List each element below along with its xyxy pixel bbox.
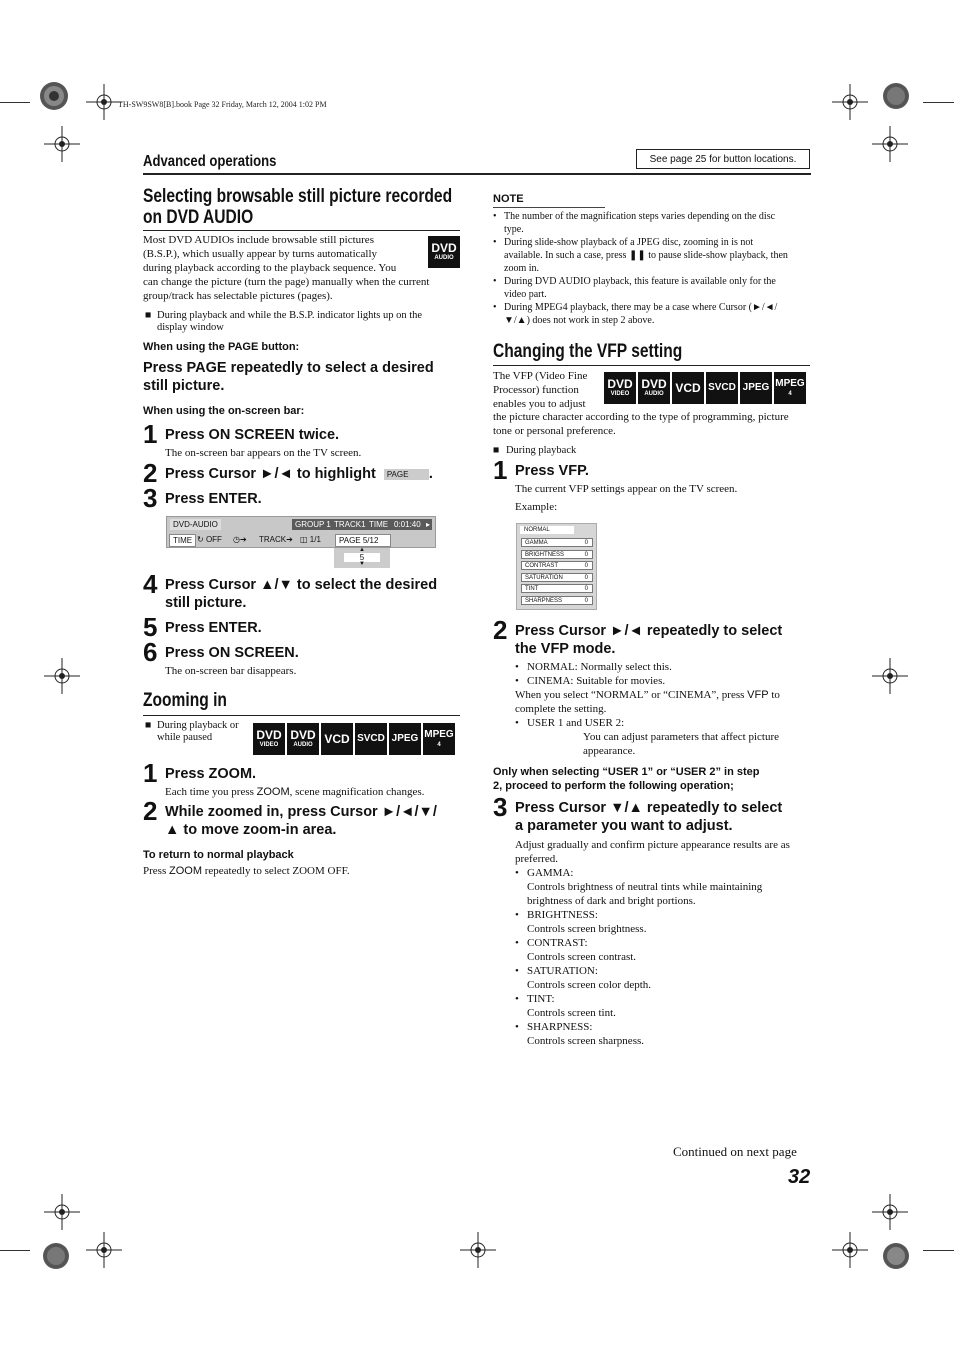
crosshair-icon <box>460 1232 496 1268</box>
parameter-desc: Controls brightness of neutral tints while maintaining <box>527 881 763 893</box>
disc-badge-vcd <box>321 723 353 755</box>
vfp-table-row <box>521 584 593 593</box>
vfp-step3-note <box>515 838 815 1048</box>
disc-badge-jpeg <box>389 723 421 755</box>
parameter-name: CONTRAST: <box>527 937 588 949</box>
disc-badge-mpeg-4 <box>774 372 806 404</box>
only-when-note <box>493 765 760 793</box>
bsp-step3-title: Press ENTER. <box>165 491 262 507</box>
note-item <box>493 275 813 301</box>
badge-top: DVD <box>607 377 633 391</box>
badge-top: JPEG <box>391 733 419 744</box>
vfp-condition-text: During playback <box>505 445 577 456</box>
zoom-step1-title: Press ZOOM. <box>165 766 257 782</box>
down-arrow-icon: ▼ <box>359 561 365 567</box>
bullet: • <box>515 661 519 673</box>
crosshair-icon <box>832 1232 868 1268</box>
bullet: • <box>493 302 497 313</box>
bsp-intro-line: during playback according to the playback sequence. You <box>143 262 397 274</box>
crop-line <box>0 1250 30 1251</box>
step-number: 2 <box>493 615 508 645</box>
parameter-item <box>515 1020 815 1048</box>
badge-top: SVCD <box>708 382 736 393</box>
bullet: • <box>515 909 519 921</box>
bsp-step4-title <box>165 576 437 612</box>
vfp-param-value: 0 <box>584 574 588 581</box>
return-heading: To return to normal playback <box>143 849 294 861</box>
user-desc-line: appearance. <box>583 745 636 757</box>
vfp-title: Changing the VFP setting <box>493 341 683 362</box>
parameter-name: GAMMA: <box>527 867 574 879</box>
badge-bottom: VIDEO <box>610 391 630 397</box>
vfp-param-value: 0 <box>584 563 588 569</box>
crop-line <box>923 1250 954 1251</box>
bsp-intro <box>143 233 463 303</box>
parameter-list <box>515 866 815 1048</box>
note-line: video part. <box>504 289 547 300</box>
zoom-title-rule <box>143 715 460 716</box>
badge-top: VCD <box>675 381 701 395</box>
step3-note-line: preferred. <box>515 853 559 865</box>
zoom-disc-badges <box>253 723 455 755</box>
mode-item <box>515 660 815 674</box>
note-line: available. In such a case, press ❚❚ to pause slide-show playback, then <box>504 250 788 261</box>
bullet: • <box>515 937 519 949</box>
parameter-item <box>515 866 815 908</box>
note-text: , scene magnification changes. <box>289 786 425 798</box>
note-item <box>493 236 813 275</box>
registration-mark-icon <box>38 1238 74 1274</box>
crosshair-icon <box>872 126 908 162</box>
vfp-step3-title <box>515 799 782 835</box>
parameter-desc: Controls screen brightness. <box>527 923 647 935</box>
step-number: 1 <box>143 419 158 449</box>
vfp-intro-long <box>493 410 789 438</box>
osd-repeat: ↻ OFF <box>197 535 222 544</box>
crosshair-icon <box>44 126 80 162</box>
bsp-step5-title: Press ENTER. <box>165 620 262 636</box>
bsp-step2-title <box>165 465 433 483</box>
note-line: During slide-show playback of a JPEG disc, zooming in is not <box>504 237 754 248</box>
page-instruction-line: still picture. <box>143 378 225 394</box>
osd-page-selector <box>334 548 390 568</box>
osd-time-label: TIME <box>366 519 391 530</box>
vfp-step2-line: the VFP mode. <box>515 641 616 657</box>
vfp-settings-table <box>516 523 597 610</box>
bsp-step4-line: still picture. <box>165 595 247 611</box>
registration-mark-icon <box>36 78 72 114</box>
step-number: 1 <box>143 758 158 788</box>
bsp-title <box>143 186 452 228</box>
vfp-table-title: NORMAL <box>520 526 574 534</box>
vfp-intro-line: enables you to adjust <box>493 398 586 410</box>
vfp-param-value: 0 <box>584 540 588 546</box>
vfp-table-row <box>521 561 593 570</box>
parameter-name: BRIGHTNESS: <box>527 909 598 921</box>
bullet: • <box>515 965 519 977</box>
onscreen-heading: When using the on-screen bar: <box>143 405 305 417</box>
bsp-step6-note: The on-screen bar disappears. <box>165 665 297 677</box>
print-header: TH-SW9SW8[B].book Page 32 Friday, March 12, 2004 1:02 PM <box>118 100 327 109</box>
badge-top: SVCD <box>357 733 385 744</box>
note-text: When you select “NORMAL” or “CINEMA”, press <box>515 689 748 701</box>
condition-line: display window <box>157 322 224 333</box>
disc-badge-dvd-audio <box>638 372 670 404</box>
vfp-intro-line: The VFP (Video Fine <box>493 370 588 382</box>
badge-top: DVD <box>290 728 316 742</box>
badge-bottom: AUDIO <box>293 742 313 748</box>
bsp-intro-line: Most DVD AUDIOs include browsable still pictures <box>143 234 374 246</box>
bsp-title-line1: Selecting browsable still picture recorded <box>143 186 453 207</box>
note-line: During MPEG4 playback, there may be a case where Cursor (►/◄/ <box>504 302 778 313</box>
vfp-param-name: BRIGHTNESS <box>525 551 565 558</box>
bullet: • <box>515 675 519 687</box>
disc-badge-vcd <box>672 372 704 404</box>
vfp-step1-title: Press VFP. <box>515 463 589 479</box>
zoom-condition-line: During playback or <box>157 720 239 731</box>
osd-time-button: TIME <box>169 534 196 547</box>
user-desc-line: You can adjust parameters that affect picture <box>583 731 779 743</box>
note-line: The number of the magnification steps varies depending on the disc <box>504 211 776 222</box>
square-bullet-icon: ■ <box>493 445 500 456</box>
note-item <box>493 301 813 327</box>
square-bullet-icon: ■ <box>145 310 152 321</box>
vfp-mode-list <box>515 660 815 758</box>
bsp-step2-text: Press Cursor ►/◄ to highlight <box>165 466 376 482</box>
select-note-line2: complete the setting. <box>515 703 607 715</box>
parameter-desc: Controls screen sharpness. <box>527 1035 645 1047</box>
disc-badge-svcd <box>355 723 387 755</box>
note-text: Press <box>143 865 169 877</box>
page-number: 32 <box>788 1166 811 1188</box>
parameter-item <box>515 992 815 1020</box>
bsp-title-line2: on DVD AUDIO <box>143 207 254 228</box>
crop-line <box>0 102 30 103</box>
bsp-title-rule <box>143 230 460 231</box>
crosshair-icon <box>44 1194 80 1230</box>
parameter-desc: brightness of dark and bright portions. <box>527 895 696 907</box>
mode-normal: NORMAL: Normally select this. <box>527 661 672 673</box>
parameter-name: SATURATION: <box>527 965 598 977</box>
up-arrow-icon: ▲ <box>359 547 365 553</box>
return-note <box>143 864 350 878</box>
osd-track-button: TRACK➔ <box>259 535 293 544</box>
vfp-intro-line: tone or personal preference. <box>493 425 616 437</box>
vfp-example-label: Example: <box>515 501 558 513</box>
note-text: to <box>768 689 780 701</box>
onscreen-bar <box>166 516 436 548</box>
step-number: 4 <box>143 569 158 599</box>
bullet: • <box>515 993 519 1005</box>
badge-bottom: AUDIO <box>434 255 454 261</box>
bsp-intro-line: (B.S.P.), which usually appear by turns automatically <box>143 248 378 260</box>
zoom-key: ZOOM <box>256 786 290 798</box>
parameter-item <box>515 908 815 936</box>
registration-mark-icon <box>878 1238 914 1274</box>
page-chip: PAGE <box>384 469 429 480</box>
bsp-intro-line: group/track has selectable pictures (pages). <box>143 290 333 302</box>
zoom-condition <box>143 720 239 744</box>
vfp-intro-line: Processor) function <box>493 384 579 396</box>
osd-track: TRACK1 <box>331 519 369 530</box>
vfp-param-name: TINT <box>525 586 539 592</box>
disc-badge-mpeg-4 <box>423 723 455 755</box>
bsp-step6-title: Press ON SCREEN. <box>165 645 299 661</box>
vfp-param-value: 0 <box>584 586 588 592</box>
parameter-name: SHARPNESS: <box>527 1021 593 1033</box>
crosshair-icon <box>872 1194 908 1230</box>
parameter-desc: Controls screen color depth. <box>527 979 652 991</box>
vfp-step3-line: a parameter you want to adjust. <box>515 818 733 834</box>
zoom-step1-note <box>165 785 424 799</box>
crosshair-icon <box>86 84 122 120</box>
vfp-table-row <box>521 596 593 605</box>
zoom-step2-line: ▲ to move zoom-in area. <box>165 822 337 838</box>
disc-badge-dvd-video <box>604 372 636 404</box>
vfp-param-name: CONTRAST <box>525 563 558 569</box>
mode-cinema: CINEMA: Suitable for movies. <box>527 675 666 687</box>
badge-top: JPEG <box>742 382 770 393</box>
step3-note-line: Adjust gradually and confirm picture appearance results are as <box>515 839 790 851</box>
osd-mode: DVD-AUDIO <box>170 519 221 530</box>
vfp-disc-badges <box>604 372 806 404</box>
page-instruction <box>143 359 434 395</box>
badge-top: DVD <box>641 377 667 391</box>
vfp-step2-line: Press Cursor ►/◄ repeatedly to select <box>515 623 783 639</box>
condition-line: During playback and while the B.S.P. indicator lights up on the <box>157 310 423 321</box>
vfp-intro-line: the picture character according to the type of programming, picture <box>493 411 789 423</box>
page-button-heading: When using the PAGE button: <box>143 341 300 353</box>
osd-page: PAGE 5/12 <box>335 534 391 547</box>
parameter-item <box>515 936 815 964</box>
vfp-param-value: 0 <box>584 597 588 604</box>
vfp-title-rule <box>493 365 810 366</box>
zoom-key: ZOOM <box>168 865 202 877</box>
osd-group: GROUP 1 <box>292 519 334 530</box>
disc-badge-dvd-audio <box>287 723 319 755</box>
vfp-table-row <box>521 550 593 559</box>
crosshair-icon <box>872 658 908 694</box>
step-number: 2 <box>143 796 158 826</box>
badge-bottom: 4 <box>437 742 441 748</box>
only-when-line: Only when selecting “USER 1” or “USER 2” in step <box>493 766 760 778</box>
vfp-step3-line: Press Cursor ▼/▲ repeatedly to select <box>515 800 783 816</box>
badge-top: MPEG <box>775 378 805 389</box>
badge-bottom: 4 <box>788 391 792 397</box>
note-text: Each time you press <box>165 786 257 798</box>
disc-badge-dvd-video <box>253 723 285 755</box>
bullet: • <box>515 717 519 729</box>
note-line: ▼/▲) does not work in step 2 above. <box>504 315 655 326</box>
step-number: 3 <box>493 792 508 822</box>
disc-badge-svcd <box>706 372 738 404</box>
vfp-table-row <box>521 538 593 547</box>
vfp-step1-note: The current VFP settings appear on the TV screen. <box>515 483 738 495</box>
square-bullet-icon: ■ <box>145 720 152 731</box>
select-note <box>515 688 815 702</box>
crosshair-icon <box>86 1232 122 1268</box>
vfp-key: VFP <box>747 689 769 701</box>
badge-bottom: AUDIO <box>644 391 664 397</box>
vfp-param-name: SATURATION <box>525 574 563 581</box>
osd-page-value: 5 <box>344 553 380 562</box>
note-line: zoom in. <box>504 263 539 274</box>
mode-user: USER 1 and USER 2: <box>527 717 625 729</box>
zoom-title: Zooming in <box>143 690 227 711</box>
vfp-param-value: 0 <box>584 551 588 558</box>
header-rule <box>143 173 811 175</box>
vfp-param-name: SHARPNESS <box>525 597 563 604</box>
badge-top: MPEG <box>424 729 454 740</box>
note-line: type. <box>504 224 524 235</box>
bsp-step4-line: Press Cursor ▲/▼ to select the desired <box>165 577 438 593</box>
step-number: 2 <box>143 458 158 488</box>
section-label: Advanced operations <box>143 153 277 170</box>
vfp-param-name: GAMMA <box>525 540 548 546</box>
bullet: • <box>515 867 519 879</box>
zoom-step2-title <box>165 803 437 839</box>
step-number: 5 <box>143 612 158 642</box>
crosshair-icon <box>832 84 868 120</box>
osd-fraction: ◫ 1/1 <box>300 535 321 544</box>
zoom-step2-line: While zoomed in, press Cursor ►/◄/▼/ <box>165 804 437 820</box>
note-rule <box>493 207 605 208</box>
parameter-item <box>515 964 815 992</box>
parameter-name: TINT: <box>527 993 555 1005</box>
badge-top: VCD <box>324 732 350 746</box>
osd-repeat-off: OFF <box>205 535 222 544</box>
zoom-condition-line: while paused <box>157 732 213 743</box>
note-text: repeatedly to select ZOOM OFF. <box>201 865 350 877</box>
osd-track-label: TRACK <box>259 535 287 544</box>
step-number: 1 <box>493 455 508 485</box>
bullet: • <box>493 211 497 222</box>
osd-clock-icon: ◷➔ <box>233 535 247 544</box>
osd-fraction-value: 1/1 <box>309 535 321 544</box>
note-list <box>493 210 813 327</box>
step-number: 3 <box>143 483 158 513</box>
parameter-desc: Controls screen tint. <box>527 1007 616 1019</box>
badge-bottom: VIDEO <box>259 742 279 748</box>
vfp-table-row <box>521 573 593 582</box>
step-number: 6 <box>143 637 158 667</box>
button-location-note: See page 25 for button locations. <box>636 149 810 169</box>
bullet: • <box>515 1021 519 1033</box>
bsp-intro-line: can change the picture (turn the page) manually when the current <box>143 276 430 288</box>
osd-time-value: 0:01:40 <box>391 519 424 530</box>
bsp-condition <box>143 310 463 334</box>
mode-item <box>515 674 815 688</box>
note-line: During DVD AUDIO playback, this feature is available only for the <box>504 276 776 287</box>
bsp-step1-title: Press ON SCREEN twice. <box>165 427 340 443</box>
disc-badge-jpeg <box>740 372 772 404</box>
crop-line <box>923 102 954 103</box>
only-when-line: 2, proceed to perform the following operation; <box>493 780 734 792</box>
parameter-desc: Controls screen contrast. <box>527 951 637 963</box>
registration-mark-icon <box>878 78 914 114</box>
crosshair-icon <box>44 658 80 694</box>
bullet: • <box>493 237 497 248</box>
vfp-step2-title <box>515 622 782 658</box>
badge-top: DVD <box>256 728 282 742</box>
osd-next-icon: ▸ <box>426 520 431 529</box>
mode-item <box>515 716 815 730</box>
period: . <box>428 466 433 482</box>
badge-top: DVD <box>431 241 457 255</box>
vfp-intro-short <box>493 369 587 411</box>
bullet: • <box>493 276 497 287</box>
page-instruction-line: Press PAGE repeatedly to select a desired <box>143 360 434 376</box>
note-title: NOTE <box>493 193 524 205</box>
bsp-step1-note: The on-screen bar appears on the TV screen. <box>165 447 362 459</box>
note-item <box>493 210 813 236</box>
continued-note: Continued on next page <box>673 1144 797 1159</box>
